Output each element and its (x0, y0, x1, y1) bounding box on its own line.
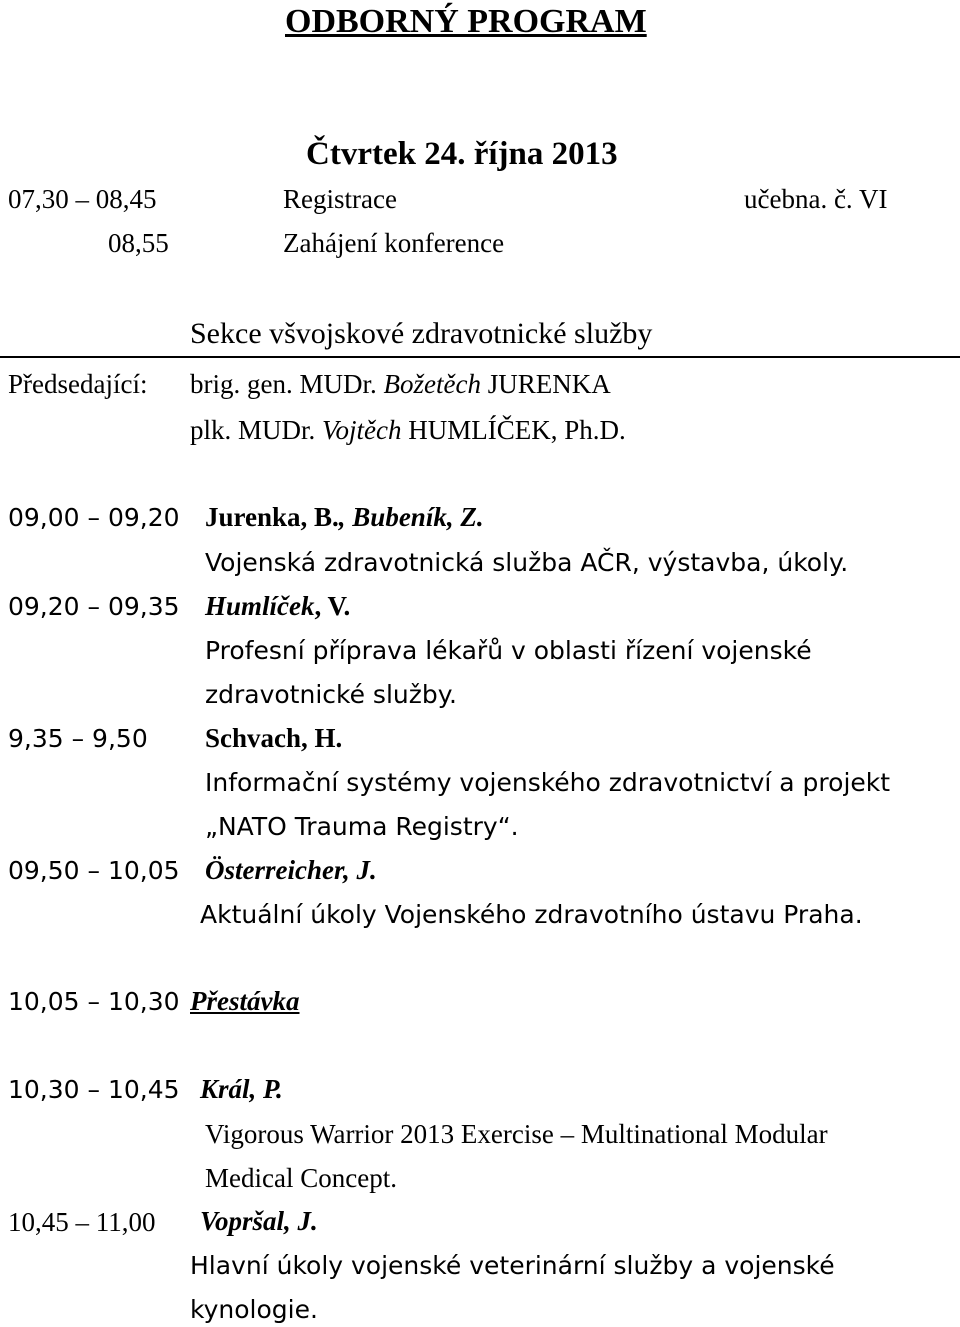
talk-time: 09,50 – 10,05 (8, 856, 180, 885)
zahajeni-label: Zahájení konference (283, 228, 505, 258)
talk-title-line: Profesní příprava lékařů v oblasti řízení vojenské (205, 636, 812, 665)
talk-speaker (205, 504, 484, 531)
chair-2-prefix: plk. MUDr. (190, 415, 323, 445)
talk-title-line: zdravotnické služby. (205, 680, 457, 709)
speaker-b: , Bubeník, Z. (338, 502, 484, 532)
talk-title-line: kynologie. (190, 1295, 318, 1324)
talk-speaker: Österreicher, J. (205, 855, 377, 885)
section-divider (0, 356, 960, 358)
break-time: 10,05 – 10,30 (8, 987, 180, 1016)
chair-1-last: JURENKA (480, 369, 611, 399)
chair-2-last: HUMLÍČEK, Ph.D. (401, 415, 626, 445)
talk-time: 10,45 – 11,00 (8, 1207, 156, 1237)
registrace-label: Registrace (283, 184, 397, 214)
talk-speaker: Vopršal, J. (200, 1206, 318, 1236)
page-title: ODBORNÝ PROGRAM (285, 3, 647, 40)
talk-time: 09,20 – 09,35 (8, 592, 180, 621)
time-registrace: 07,30 – 08,45 (8, 184, 157, 214)
section-title: Sekce všvojskové zdravotnické služby (190, 317, 653, 350)
talk-title-line: Aktuální úkoly Vojenského zdravotního ústavu Praha. (200, 900, 863, 929)
speaker-b: , V. (314, 591, 351, 621)
break-label: Přestávka (190, 986, 300, 1016)
chair-1 (190, 371, 611, 398)
chair-1-prefix: brig. gen. MUDr. (190, 369, 384, 399)
chair-2 (190, 417, 626, 444)
time-zahajeni: 08,55 (108, 228, 169, 258)
talk-title-line: Vojenská zdravotnická služba AČR, výstavba, úkoly. (205, 548, 849, 577)
talk-speaker: Král, P. (200, 1074, 283, 1104)
room-label: učebna. č. VI (744, 184, 888, 214)
talk-time: 9,35 – 9,50 (8, 724, 148, 753)
chair-2-first: Vojtěch (322, 415, 402, 445)
speaker-a: Jurenka, B. (205, 502, 339, 532)
talk-title-line: Vigorous Warrior 2013 Exercise – Multinational Modular (205, 1119, 828, 1149)
date-heading: Čtvrtek 24. října 2013 (306, 136, 618, 172)
talk-title-line: „NATO Trauma Registry“. (205, 812, 519, 841)
talk-title-line: Medical Concept. (205, 1163, 397, 1193)
chair-1-first: Božetěch (383, 369, 481, 399)
speaker-a: Humlíček (205, 591, 315, 621)
talk-title-line: Hlavní úkoly vojenské veterinární služby a vojenské (190, 1251, 835, 1280)
talk-title-line: Informační systémy vojenského zdravotnictví a projekt (205, 768, 891, 797)
talk-speaker: Schvach, H. (205, 723, 343, 753)
chairs-label: Předsedající: (8, 369, 148, 399)
talk-speaker (205, 593, 350, 620)
talk-time: 09,00 – 09,20 (8, 503, 180, 532)
talk-time: 10,30 – 10,45 (8, 1075, 180, 1104)
